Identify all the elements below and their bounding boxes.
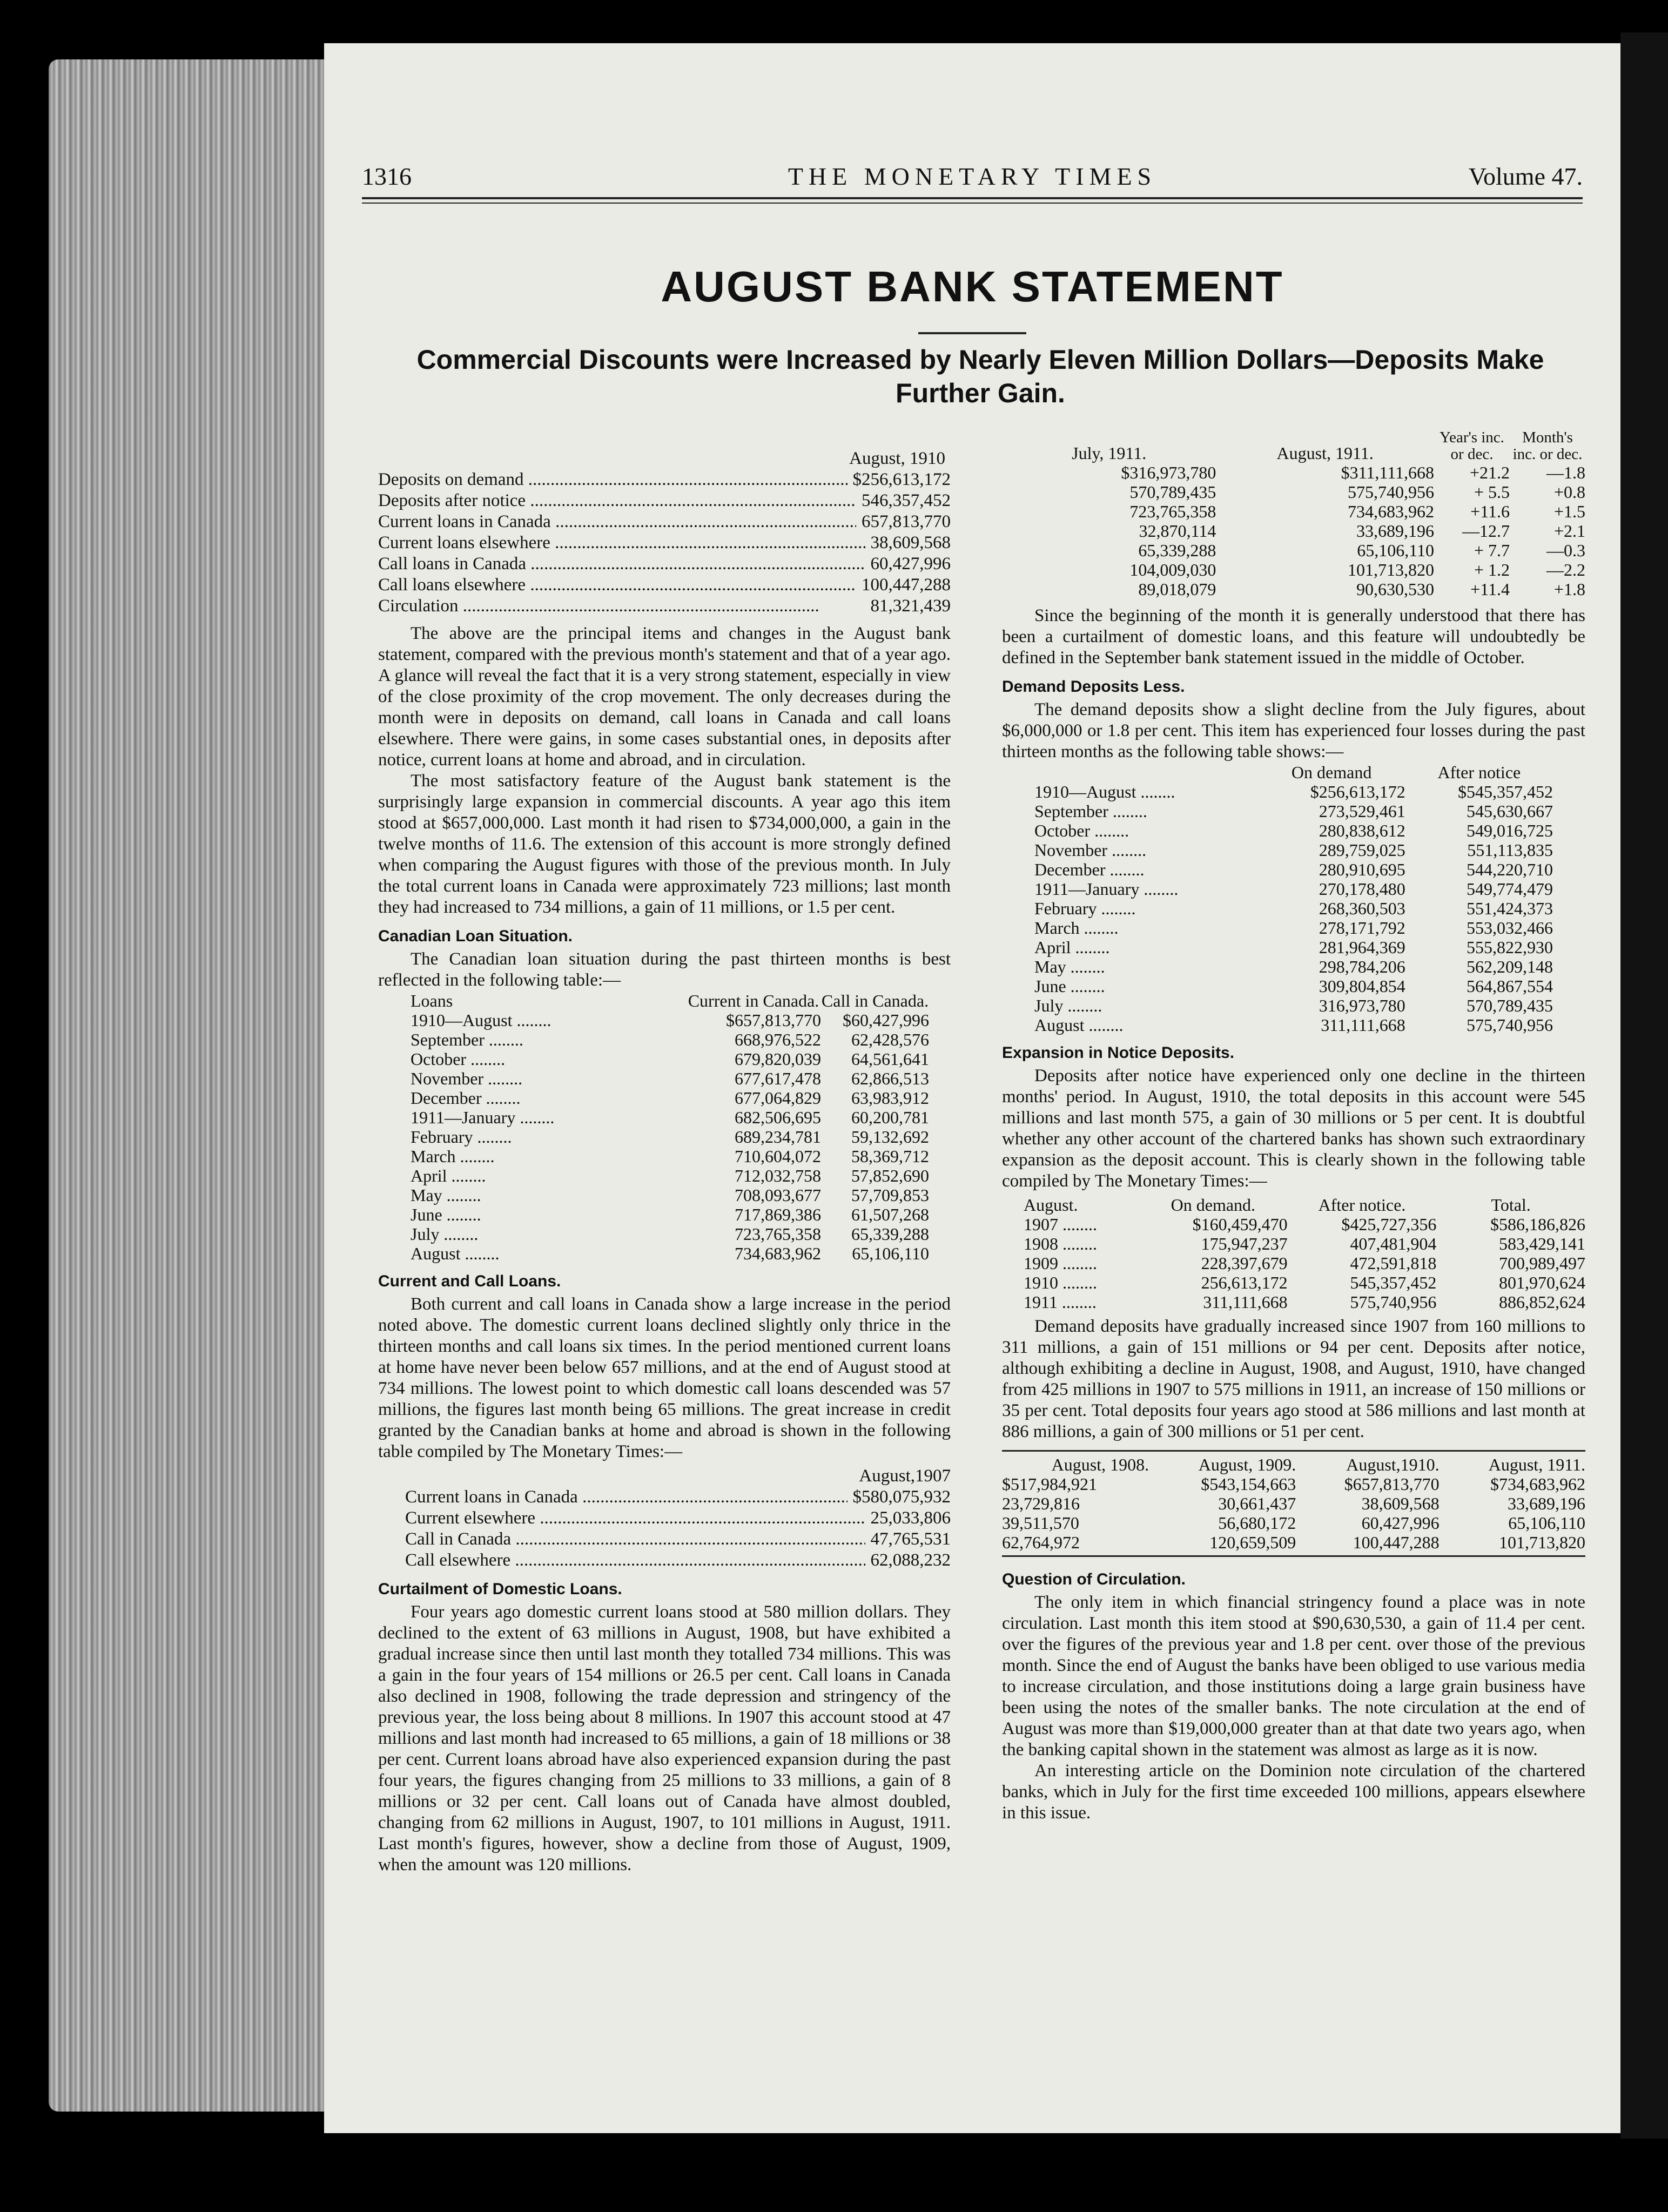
table-cell: 59,132,692 — [851, 1127, 929, 1147]
table-cell: 65,339,288 — [851, 1224, 929, 1244]
table-row — [1034, 782, 1553, 801]
table-cell: 668,976,522 — [735, 1030, 821, 1049]
table-cell: 545,630,667 — [1467, 801, 1553, 821]
col-header: Loans — [411, 991, 453, 1010]
paragraph: Both current and call loans in Canada show a large increase in the period noted above. The domestic current loans declined slightly only thrice in the thirteen months and call loans six times. In the period mentioned current loans at home have never been below 657 millions, and at the end of August stood at 734 millions. The lowest point to which domestic call loans descended was 57 millions, the figures last month being 65 millions. The great increase in credit granted by the Canadian banks at home and abroad is shown in the following table compiled by The Monetary Times:— — [378, 1294, 951, 1461]
table-cell: 1910 ..... — [1024, 1273, 1139, 1292]
row-label: Current loans in Canada ..... — [378, 511, 856, 532]
row-label: Current elsewhere ..... — [405, 1508, 865, 1529]
newspaper-page — [324, 43, 1620, 2133]
table-row — [1002, 579, 1585, 599]
table-cell: 570,789,435 — [1467, 996, 1553, 1015]
table-row — [1024, 1292, 1585, 1312]
aug1907-row — [405, 1508, 951, 1529]
article-subtitle: Commercial Discounts were Increased by Nearly Eleven Million Dollars—Deposits Make Further Gain. — [416, 345, 1544, 408]
summary-row — [378, 596, 951, 617]
table-cell: 120,659,509 — [1209, 1533, 1296, 1552]
table-cell: 101,713,820 — [1348, 560, 1434, 579]
page-number: 1316 — [362, 163, 412, 190]
table-row — [411, 1030, 929, 1049]
article-title: AUGUST BANK STATEMENT — [661, 262, 1284, 311]
table-cell: June ..... — [411, 1205, 686, 1224]
right-column — [1002, 429, 1585, 1824]
loans-years-body — [1002, 1474, 1585, 1552]
table-cell: August ..... — [411, 1244, 686, 1263]
title-rule — [918, 332, 1026, 334]
table-header-row — [1002, 429, 1585, 463]
table-cell: 57,852,690 — [851, 1166, 929, 1185]
table-cell: March ..... — [411, 1147, 686, 1166]
table-cell: $657,813,770 — [1344, 1474, 1440, 1494]
table-cell: 311,111,668 — [1203, 1292, 1288, 1312]
table-row — [1002, 521, 1585, 541]
deposits-table — [1034, 763, 1553, 1035]
aug1907-row — [405, 1550, 951, 1571]
row-value: 60,427,996 — [870, 554, 951, 574]
table-cell: 90,630,530 — [1356, 579, 1434, 599]
table-cell: + 1.2 — [1474, 560, 1510, 579]
table-cell: 689,234,781 — [735, 1127, 821, 1147]
summary-row — [378, 532, 951, 554]
table-cell: $256,613,172 — [1310, 782, 1405, 801]
row-value: 81,321,439 — [870, 596, 951, 616]
table-cell: November ..... — [411, 1069, 686, 1088]
table-cell: 677,617,478 — [735, 1069, 821, 1088]
table-row — [1034, 1015, 1553, 1035]
paragraph: The only item in which financial stringency found a place was in note circulation. Last month this item stood at $90,630,530, a gain of 11.4 per cent. over the figures of the previous year and 1.8 per cent. over those of the previous month. Since the end of August the banks have been obliged to use various media to increase circulation, and those institutions doing a large grain business have been using the notes of the smaller banks. The note circulation at the end of August was more than $19,000,000 greater than at that date two years ago, when the banking capital shown in the statement was almost as large as it is now. — [1002, 1593, 1585, 1759]
table-cell: September ..... — [411, 1030, 686, 1049]
table-cell: $311,111,668 — [1341, 463, 1434, 482]
table-cell: + 7.7 — [1474, 541, 1510, 560]
table-cell: 273,529,461 — [1319, 801, 1405, 821]
table-header-row — [1002, 1455, 1585, 1474]
table-row — [411, 1010, 929, 1030]
paragraph: Since the beginning of the month it is generally understood that there has been a curtailment of domestic loans, and this feature will undoubtedly be defined in the September bank statement issued in the middle of October. — [1002, 606, 1585, 667]
table-cell: February ..... — [1034, 899, 1257, 918]
table-cell: 712,032,758 — [735, 1166, 821, 1185]
row-label: Current loans in Canada ..... — [405, 1487, 848, 1508]
table-cell: 677,064,829 — [735, 1088, 821, 1108]
table-cell: February ..... — [411, 1127, 686, 1147]
row-value: 62,088,232 — [870, 1550, 951, 1570]
table-cell: December ..... — [411, 1088, 686, 1108]
col-header: August, 1911. — [1276, 443, 1374, 463]
table-cell: 60,427,996 — [1361, 1513, 1440, 1533]
table-cell: 407,481,904 — [1350, 1234, 1437, 1253]
table-cell: 280,910,695 — [1319, 860, 1405, 879]
table-row — [1002, 560, 1585, 579]
table-cell: 801,970,624 — [1499, 1273, 1585, 1292]
table-cell: $160,459,470 — [1192, 1215, 1288, 1234]
row-value: $580,075,932 — [852, 1487, 951, 1507]
table-cell: 682,506,695 — [735, 1108, 821, 1127]
table-cell: June ..... — [1034, 976, 1257, 996]
table-row — [1034, 821, 1553, 840]
aug1907-header: August,1907 — [859, 1466, 951, 1486]
table-row — [411, 1205, 929, 1224]
table-cell: 583,429,141 — [1499, 1234, 1585, 1253]
table-row — [1024, 1215, 1585, 1234]
table-cell: September ..... — [1034, 801, 1257, 821]
table-cell: 1911 ..... — [1024, 1292, 1139, 1312]
table-cell: $60,427,996 — [843, 1010, 929, 1030]
table-cell: 549,774,479 — [1467, 879, 1553, 899]
table-cell: August ..... — [1034, 1015, 1257, 1035]
table-cell: 298,784,206 — [1319, 957, 1405, 976]
table-cell: 1910—August ..... — [1034, 782, 1257, 801]
table-row — [1034, 918, 1553, 938]
table-cell: +11.4 — [1470, 579, 1510, 599]
table-row — [1034, 860, 1553, 879]
row-label: Deposits after notice ..... — [378, 490, 856, 511]
summary-row — [378, 575, 951, 596]
paragraph: Four years ago domestic current loans stood at 580 million dollars. They declined to the extent of 63 millions in August, 1908, but have exhibited a gradual increase since then until last month they totalled 734 millions. This was a gain in the four years of 154 millions or 26.5 per cent. Call loans in Canada also declined in 1908, following the trade depression and stringency of the previous year, the loss being about 8 millions. In 1907 this account stood at 47 millions and last month had increased to 65 millions, a gain of 18 millions or 38 per cent. Current loans abroad have also experienced expansion during the past four years, the figures changing from 25 millions to 33 millions, a gain of 8 millions or 32 per cent. Call loans out of Canada have almost doubled, changing from 62 millions in August, 1907, to 101 millions in August, 1911. Last month's figures, however, show a decline from those of August, 1909, when the amount was 120 millions. — [378, 1602, 951, 1874]
table-cell: $657,813,770 — [726, 1010, 821, 1030]
col-header: After notice — [1437, 763, 1521, 782]
table-header-row — [411, 991, 929, 1010]
table-row — [411, 1108, 929, 1127]
table-cell: 65,106,110 — [852, 1244, 929, 1263]
col-header: On demand. — [1171, 1195, 1256, 1215]
table-row — [1002, 482, 1585, 502]
table-cell: 64,561,641 — [851, 1049, 929, 1069]
table-cell: 65,339,288 — [1138, 541, 1216, 560]
col-header: After notice. — [1318, 1195, 1406, 1215]
table-cell: 562,209,148 — [1467, 957, 1553, 976]
table-cell: 104,009,030 — [1129, 560, 1216, 579]
table-cell: 228,397,679 — [1201, 1253, 1288, 1273]
table-cell: 734,683,962 — [1348, 502, 1434, 521]
paragraph: An interesting article on the Dominion note circulation of the chartered banks, which in July for the first time exceeded 100 millions, appears elsewhere in this issue. — [1002, 1761, 1585, 1823]
table-cell: $425,727,356 — [1341, 1215, 1437, 1234]
table-cell: 551,424,373 — [1467, 899, 1553, 918]
table-cell: July ..... — [411, 1224, 686, 1244]
table-rule — [1002, 1450, 1585, 1452]
table-cell: +11.6 — [1470, 502, 1510, 521]
table-cell: 886,852,624 — [1499, 1292, 1585, 1312]
table-cell: 89,018,079 — [1138, 579, 1216, 599]
table-cell: 700,989,497 — [1499, 1253, 1585, 1273]
summary-col-aug1910: August, 1910 — [849, 449, 945, 468]
table-row — [411, 1244, 929, 1263]
table-rule — [1002, 1555, 1585, 1557]
col-header: Call in Canada. — [821, 991, 929, 1010]
table-row — [411, 1088, 929, 1108]
table-cell: 679,820,039 — [735, 1049, 821, 1069]
section-heading: Canadian Loan Situation. — [378, 927, 573, 945]
table-cell: $543,154,663 — [1201, 1474, 1296, 1494]
row-label: Deposits on demand ..... — [378, 469, 848, 490]
table-cell: 311,111,668 — [1321, 1015, 1405, 1035]
table-cell: —0.3 — [1546, 541, 1585, 560]
left-column — [378, 448, 951, 1876]
aug1907-row — [405, 1487, 951, 1508]
table-cell: —12.7 — [1462, 521, 1510, 541]
table-cell: 723,765,358 — [735, 1224, 821, 1244]
table-row — [1002, 1494, 1585, 1513]
table-cell: 1910—August ..... — [411, 1010, 686, 1030]
paragraph: The above are the principal items and changes in the August bank statement, compared with the previous month's statement and that of a year ago. A glance will reveal the fact that it is a very strong statement, especially in view of the close proximity of the crop movement. The only decreases during the month were in deposits on demand, call loans in Canada and call loans elsewhere. There were gains, in some cases substantial ones, in deposits after notice, current loans at home and abroad, and in circulation. — [378, 624, 951, 770]
deposits-table-body — [1034, 782, 1553, 1035]
row-label: Circulation ..... — [378, 596, 865, 617]
table-header-row — [1024, 1195, 1585, 1215]
table-cell: 549,016,725 — [1467, 821, 1553, 840]
table-cell: October ..... — [1034, 821, 1257, 840]
next-page-gutter — [1620, 32, 1668, 2139]
table-cell: 60,200,781 — [851, 1108, 929, 1127]
table-cell: 62,866,513 — [851, 1069, 929, 1088]
paragraph: Deposits after notice have experienced only one decline in the thirteen months' period. In August, 1910, the total deposits in this account were 545 millions and last month 575, a gain of 30 millions or 5 per cent. It is doubtful whether any other account of the chartered banks has shown such extraordinary expansion as the deposit account. This is clearly shown in the following table compiled by The Monetary Times:— — [1002, 1066, 1585, 1191]
paragraph: The Canadian loan situation during the past thirteen months is best reflected in the following table:— — [378, 949, 951, 990]
section-heading: Curtailment of Domestic Loans. — [378, 1580, 622, 1598]
section-heading: Question of Circulation. — [1002, 1570, 1186, 1588]
col-header: Total. — [1491, 1195, 1531, 1215]
table-cell: 289,759,025 — [1319, 840, 1405, 860]
table-cell: $545,357,452 — [1458, 782, 1553, 801]
table-cell: 734,683,962 — [735, 1244, 821, 1263]
col-header: Month's inc. or dec. — [1512, 429, 1583, 463]
table-cell: $734,683,962 — [1490, 1474, 1585, 1494]
table-cell: 101,713,820 — [1499, 1533, 1585, 1552]
row-value: 657,813,770 — [862, 512, 951, 531]
header-rule — [362, 197, 1583, 199]
col-header: August,1910. — [1346, 1455, 1440, 1474]
table-cell: 309,804,854 — [1319, 976, 1405, 996]
table-cell: 575,740,956 — [1348, 482, 1434, 502]
table-cell: 63,983,912 — [851, 1088, 929, 1108]
table-cell: 280,838,612 — [1319, 821, 1405, 840]
table-row — [1034, 938, 1553, 957]
table-cell: 61,507,268 — [851, 1205, 929, 1224]
table-cell: 62,764,972 — [1002, 1533, 1080, 1552]
col-header: August, 1911. — [1488, 1455, 1585, 1474]
page-header — [362, 157, 1583, 200]
loans-table-body — [411, 1010, 929, 1263]
row-value: $256,613,172 — [852, 470, 951, 489]
loans-years-table — [1002, 1455, 1585, 1552]
table-cell: 472,591,818 — [1350, 1253, 1437, 1273]
table-cell: 62,428,576 — [851, 1030, 929, 1049]
row-label: Current loans elsewhere ..... — [378, 532, 865, 554]
table-row — [1034, 976, 1553, 996]
col-header: On demand — [1291, 763, 1372, 782]
table-cell: 555,822,930 — [1467, 938, 1553, 957]
table-cell: 545,357,452 — [1350, 1273, 1437, 1292]
table-cell: 58,369,712 — [851, 1147, 929, 1166]
table-row — [1034, 957, 1553, 976]
col-header: Year's inc. or dec. — [1440, 429, 1504, 463]
table-cell: 278,171,792 — [1319, 918, 1405, 938]
row-value: 38,609,568 — [870, 533, 951, 552]
table-cell: May ..... — [411, 1185, 686, 1205]
table-row — [411, 1166, 929, 1185]
table-cell: +1.8 — [1553, 579, 1585, 599]
table-cell: 57,709,853 — [851, 1185, 929, 1205]
table-row — [1002, 463, 1585, 482]
table-cell: 65,106,110 — [1357, 541, 1434, 560]
table-row — [1024, 1273, 1585, 1292]
table-cell: 65,106,110 — [1508, 1513, 1585, 1533]
table-cell: 316,973,780 — [1319, 996, 1405, 1015]
table-cell: $517,984,921 — [1002, 1474, 1097, 1494]
section-heading: Expansion in Notice Deposits. — [1002, 1044, 1235, 1062]
col-header: July, 1911. — [1072, 443, 1147, 463]
table-cell: 708,093,677 — [735, 1185, 821, 1205]
summary-row — [378, 511, 951, 532]
table-cell: +2.1 — [1553, 521, 1585, 541]
table-cell: 723,765,358 — [1129, 502, 1216, 521]
table-header-row — [1034, 763, 1553, 782]
totals-table-body — [1024, 1215, 1585, 1312]
table-cell: 268,360,503 — [1319, 899, 1405, 918]
table-cell: 270,178,480 — [1319, 879, 1405, 899]
table-cell: May ..... — [1034, 957, 1257, 976]
table-row — [411, 1185, 929, 1205]
col-header: August, 1908. — [1051, 1455, 1149, 1474]
table-row — [1002, 1533, 1585, 1552]
row-label: Call elsewhere ..... — [405, 1550, 865, 1571]
table-cell: March ..... — [1034, 918, 1257, 938]
table-row — [411, 1224, 929, 1244]
table-cell: 1909 ..... — [1024, 1253, 1139, 1273]
table-cell: 281,964,369 — [1319, 938, 1405, 957]
table-cell: +0.8 — [1553, 482, 1585, 502]
table-cell: 710,604,072 — [735, 1147, 821, 1166]
table-cell: April ..... — [1034, 938, 1257, 957]
table-cell: 575,740,956 — [1350, 1292, 1437, 1312]
table-cell: 23,729,816 — [1002, 1494, 1080, 1513]
book-page-edges — [49, 59, 324, 2112]
table-row — [1034, 801, 1553, 821]
publication-name: THE MONETARY TIMES — [788, 163, 1157, 190]
paragraph: Demand deposits have gradually increased since 1907 from 160 millions to 311 millions, a gain of 151 millions or 94 per cent. Deposits after notice, although exhibiting a decline in August, 1908, and August, 1910, have changed from 425 millions in 1907 to 575 millions in 1911, an increase of 150 millions or 35 per cent. Total deposits four years ago stood at 586 millions and last month at 886 millions, a gain of 300 millions or 51 per cent. — [1002, 1317, 1585, 1441]
table-cell: 33,689,196 — [1508, 1494, 1585, 1513]
loans-table — [411, 991, 929, 1263]
table-row — [1024, 1234, 1585, 1253]
table-cell: $586,186,826 — [1490, 1215, 1585, 1234]
table-row — [1034, 840, 1553, 860]
table-cell: 1911—January ..... — [411, 1108, 686, 1127]
col-header: Current in Canada. — [688, 991, 819, 1010]
table-cell: November ..... — [1034, 840, 1257, 860]
summary-labels — [378, 469, 951, 617]
table-row — [411, 1069, 929, 1088]
summary-right-table — [1002, 429, 1585, 599]
table-row — [411, 1049, 929, 1069]
row-label: Call loans in Canada ..... — [378, 554, 865, 575]
col-header: August, 1909. — [1198, 1455, 1296, 1474]
table-cell: 575,740,956 — [1467, 1015, 1553, 1035]
row-value: 25,033,806 — [870, 1508, 951, 1528]
table-cell: July ..... — [1034, 996, 1257, 1015]
summary-row — [378, 554, 951, 575]
table-cell: 553,032,466 — [1467, 918, 1553, 938]
table-cell: 544,220,710 — [1467, 860, 1553, 879]
paragraph: The demand deposits show a slight decline from the July figures, about $6,000,000 or 1.8 per cent. This item has experienced four losses during the past thirteen months as the following table shows:— — [1002, 700, 1585, 761]
table-cell: April ..... — [411, 1166, 686, 1185]
table-row — [1002, 502, 1585, 521]
col-header: August. — [1024, 1195, 1078, 1215]
table-cell: 564,867,554 — [1467, 976, 1553, 996]
table-row — [1002, 541, 1585, 560]
table-row — [1002, 1474, 1585, 1494]
table-cell: 717,869,386 — [735, 1205, 821, 1224]
section-heading: Current and Call Loans. — [378, 1272, 561, 1290]
table-cell: 32,870,114 — [1139, 521, 1216, 541]
table-row — [1034, 879, 1553, 899]
row-label: Call in Canada ..... — [405, 1529, 865, 1550]
table-cell: 33,689,196 — [1356, 521, 1434, 541]
table-cell: —1.8 — [1546, 463, 1585, 482]
summary-row — [378, 469, 951, 490]
table-cell: December ..... — [1034, 860, 1257, 879]
table-row — [1034, 899, 1553, 918]
volume-label: Volume 47. — [1468, 163, 1583, 190]
table-row — [1002, 1513, 1585, 1533]
table-cell: 1908 ..... — [1024, 1234, 1139, 1253]
table-cell: 38,609,568 — [1361, 1494, 1440, 1513]
row-label: Call loans elsewhere ..... — [378, 575, 856, 596]
aug1907-table — [378, 1466, 951, 1571]
summary-right-body — [1002, 463, 1585, 599]
table-cell: $316,973,780 — [1121, 463, 1216, 482]
aug1907-row — [405, 1529, 951, 1550]
table-cell: October ..... — [411, 1049, 686, 1069]
table-cell: +1.5 — [1553, 502, 1585, 521]
table-cell: +21.2 — [1469, 463, 1510, 482]
table-cell: 100,447,288 — [1353, 1533, 1440, 1552]
row-value: 47,765,531 — [870, 1529, 951, 1549]
table-row — [411, 1147, 929, 1166]
table-cell: 551,113,835 — [1467, 840, 1553, 860]
totals-table — [1024, 1195, 1585, 1312]
table-cell: 570,789,435 — [1129, 482, 1216, 502]
table-row — [1034, 996, 1553, 1015]
section-heading: Demand Deposits Less. — [1002, 678, 1185, 696]
table-cell: 30,661,437 — [1218, 1494, 1296, 1513]
header-rule-thin — [362, 203, 1583, 204]
table-cell: —2.2 — [1546, 560, 1585, 579]
row-value: 546,357,452 — [862, 491, 951, 510]
table-row — [1024, 1253, 1585, 1273]
table-cell: 1911—January ..... — [1034, 879, 1257, 899]
table-cell: + 5.5 — [1474, 482, 1510, 502]
summary-row — [378, 490, 951, 511]
table-cell: 256,613,172 — [1201, 1273, 1288, 1292]
row-value: 100,447,288 — [862, 575, 951, 595]
paragraph: The most satisfactory feature of the August bank statement is the surprisingly large expansion in commercial discounts. A year ago this item stood at $657,000,000. Last month it had risen to $734,000,000, a gain in the twelve months of 11.6. The extension of this account is more strongly defined when comparing the August figures with those of the previous month. In July the total current loans in Canada were approximately 723 millions; last month they had increased to 734 millions, a gain of 11 millions, or 1.5 per cent. — [378, 771, 951, 917]
table-cell: 1907 ..... — [1024, 1215, 1139, 1234]
table-cell: 56,680,172 — [1218, 1513, 1296, 1533]
table-cell: 175,947,237 — [1201, 1234, 1288, 1253]
table-row — [411, 1127, 929, 1147]
table-cell: 39,511,570 — [1002, 1513, 1079, 1533]
